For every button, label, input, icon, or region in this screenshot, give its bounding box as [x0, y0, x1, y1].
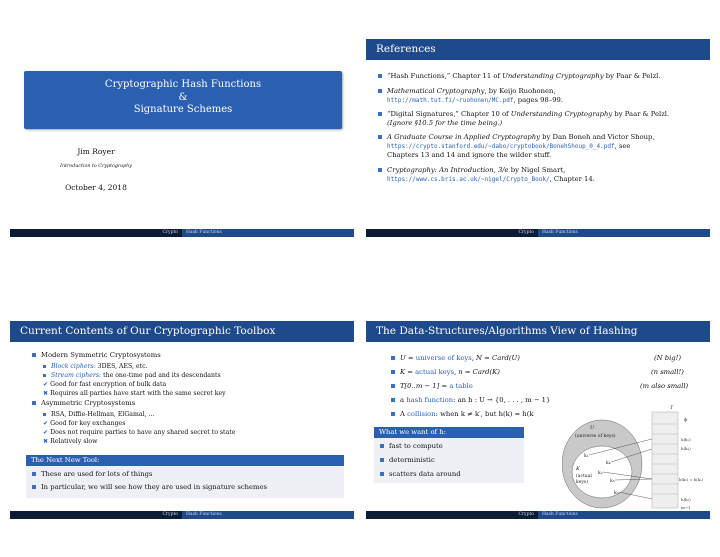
author: Jim Royer [77, 147, 115, 156]
note: (m also small) [640, 382, 689, 390]
list-item: These are used for lots of things [32, 470, 152, 479]
key-label: k₁ [584, 454, 589, 459]
note: (n small!) [651, 368, 684, 376]
requirements-block [374, 427, 524, 483]
bullet-icon [391, 370, 395, 374]
hash-label: h(k₂) = h(k₅) [679, 477, 704, 482]
references-slide [366, 39, 710, 237]
reference-item: Mathematical Cryptography, by Keijo Ruohonen, http://math.tut.fi/~ruohonen/MC.pdf, pages 98–99. [378, 87, 706, 105]
footer-left: Crypto [10, 511, 182, 519]
title-line-2: & [178, 91, 188, 103]
title-line-1: Cryptographic Hash Functions [104, 79, 262, 90]
bullet-icon [380, 444, 384, 448]
bullet-icon [378, 74, 382, 78]
list-item: ✔ Good for key exchanges [43, 420, 126, 427]
table [652, 412, 678, 508]
check-icon: ✔ [43, 420, 49, 427]
bullet-icon [391, 384, 395, 388]
list-item: T[0..m − 1] = a table [391, 382, 473, 391]
course-name: Introduction to Cryptography [60, 164, 132, 169]
footer [10, 511, 354, 519]
list-item: K = actual keys, n = Card(K) [391, 368, 500, 377]
bullet-icon [391, 398, 395, 402]
reference-item: Cryptography: An Introduction, 3/e by Nigel Smart, https://www.cs.bris.ac.uk/~nigel/Crypto_Book/, Chapter 14. [378, 166, 706, 184]
list-item: ✖ Relatively slow [43, 438, 98, 445]
title-slide [10, 39, 354, 237]
footer-right: Hash Functions [182, 511, 354, 519]
bullet-icon [43, 374, 46, 377]
actual-keys-sublabel: (actual [576, 474, 592, 479]
slide-title: References [366, 39, 710, 60]
key-label: k₄ [606, 461, 611, 466]
bullet-icon [380, 458, 384, 462]
footer [366, 511, 710, 519]
reference-link[interactable]: http://math.tut.fi/~ruohonen/MC.pdf [387, 97, 514, 104]
list-item: ✔ Does not require parties to have any shared secret to state [43, 429, 236, 436]
table-end-label: m−1 [681, 505, 691, 510]
cross-icon: ✖ [43, 438, 49, 445]
list-item: deterministic [380, 456, 435, 465]
hashing-slide [366, 321, 710, 519]
bullet-icon [391, 356, 395, 360]
reference-item: “Digital Signatures,” Chapter 10 of Understanding Cryptography by Paar & Pelzl. (Ignore §10.5 for the time being.) [378, 110, 706, 128]
list-item: Modern Symmetric Cryptosystems [32, 351, 161, 360]
slide-title: The Data-Structures/Algorithms View of Hashing [366, 321, 710, 342]
list-item: a hash function: an h : U → {0, . . . , m − 1} [391, 396, 550, 405]
reference-link[interactable]: https://crypto.stanford.edu/~dabo/cryptobook/BonehShoup_0_4.pdf [387, 143, 615, 150]
list-item: fast to compute [380, 442, 443, 451]
check-icon: ✔ [43, 429, 49, 436]
bullet-icon [32, 472, 36, 476]
bullet-icon [378, 112, 382, 116]
reference-link[interactable]: https://www.cs.bris.ac.uk/~nigel/Crypto_Book/ [387, 176, 550, 183]
bullet-icon [380, 472, 384, 476]
bullet-icon [32, 353, 36, 357]
note: (N big!) [654, 354, 682, 362]
footer [366, 229, 710, 237]
list-item: Asymmetric Cryptosystems [32, 399, 135, 408]
list-item: ✔ Good for fast encryption of bulk data [43, 381, 167, 388]
footer-left: Crypto [366, 229, 538, 237]
footer [10, 229, 354, 237]
list-item: RSA, Diffie-Hellman, ElGamal, … [43, 410, 155, 419]
reference-item: “Hash Functions,” Chapter 11 of Understanding Cryptography by Paar & Pelzl. [378, 72, 706, 81]
title-block [24, 71, 342, 129]
date: October 4, 2018 [65, 183, 127, 192]
bullet-icon [378, 89, 382, 93]
bullet-icon [32, 401, 36, 405]
key-label: k₃ [614, 491, 619, 496]
actual-keys-sublabel: keys) [576, 480, 588, 485]
hashing-diagram [562, 402, 708, 510]
footer-left: Crypto [366, 511, 538, 519]
reference-item: A Graduate Course in Applied Cryptography by Dan Boneh and Victor Shoup, https://crypto.stanford.edu/~dabo/cryptobook/BonehShoup_0_4.pdf, see Chapters 13 and 14 and ignore the wilder stuff. [378, 133, 706, 160]
block-title: The Next New Tool: [26, 455, 344, 466]
footer-left: Crypto [10, 229, 182, 237]
bullet-icon [391, 412, 395, 416]
list-item: Stream ciphers: the one-time pad and its descendants [43, 371, 221, 380]
list-item: In particular, we will see how they are used in signature schemes [32, 483, 267, 492]
universe-label: U [590, 425, 595, 431]
bullet-icon [43, 413, 46, 416]
list-item: scatters data around [380, 470, 461, 479]
hash-label: h(k₄) [681, 446, 691, 451]
hash-label: h(k₁) [681, 437, 691, 442]
key-label: k₅ [610, 479, 615, 484]
universe-sublabel: (universe of keys) [575, 434, 616, 439]
actual-keys-label: K [576, 466, 580, 472]
list-item: U = universe of keys, N = Card(U) [391, 354, 520, 363]
block-title: What we want of h: [374, 427, 524, 438]
bullet-icon [32, 485, 36, 489]
key-label: k₂ [598, 471, 603, 476]
check-icon: ✔ [43, 381, 49, 388]
bullet-icon [378, 168, 382, 172]
bullet-icon [378, 135, 382, 139]
phi-label: ϕ [684, 417, 688, 423]
next-tool-block [26, 455, 344, 498]
hash-label: h(k₃) [681, 497, 691, 502]
footer-right: Hash Functions [538, 229, 710, 237]
list-item: A collision: when k ≠ k′, but h(k) = h(k [391, 410, 534, 419]
list-item: ✖ Requires all parties have start with the same secret key [43, 390, 226, 397]
footer-right: Hash Functions [538, 511, 710, 519]
footer-right: Hash Functions [182, 229, 354, 237]
table-label: T [670, 405, 674, 411]
cross-icon: ✖ [43, 390, 49, 397]
list-item: Block ciphers: 3DES, AES, etc. [43, 362, 148, 371]
toolbox-slide [10, 321, 354, 519]
slide-title: Current Contents of Our Cryptographic Toolbox [10, 321, 354, 342]
title-line-3: Signature Schemes [133, 104, 233, 115]
bullet-icon [43, 365, 46, 368]
